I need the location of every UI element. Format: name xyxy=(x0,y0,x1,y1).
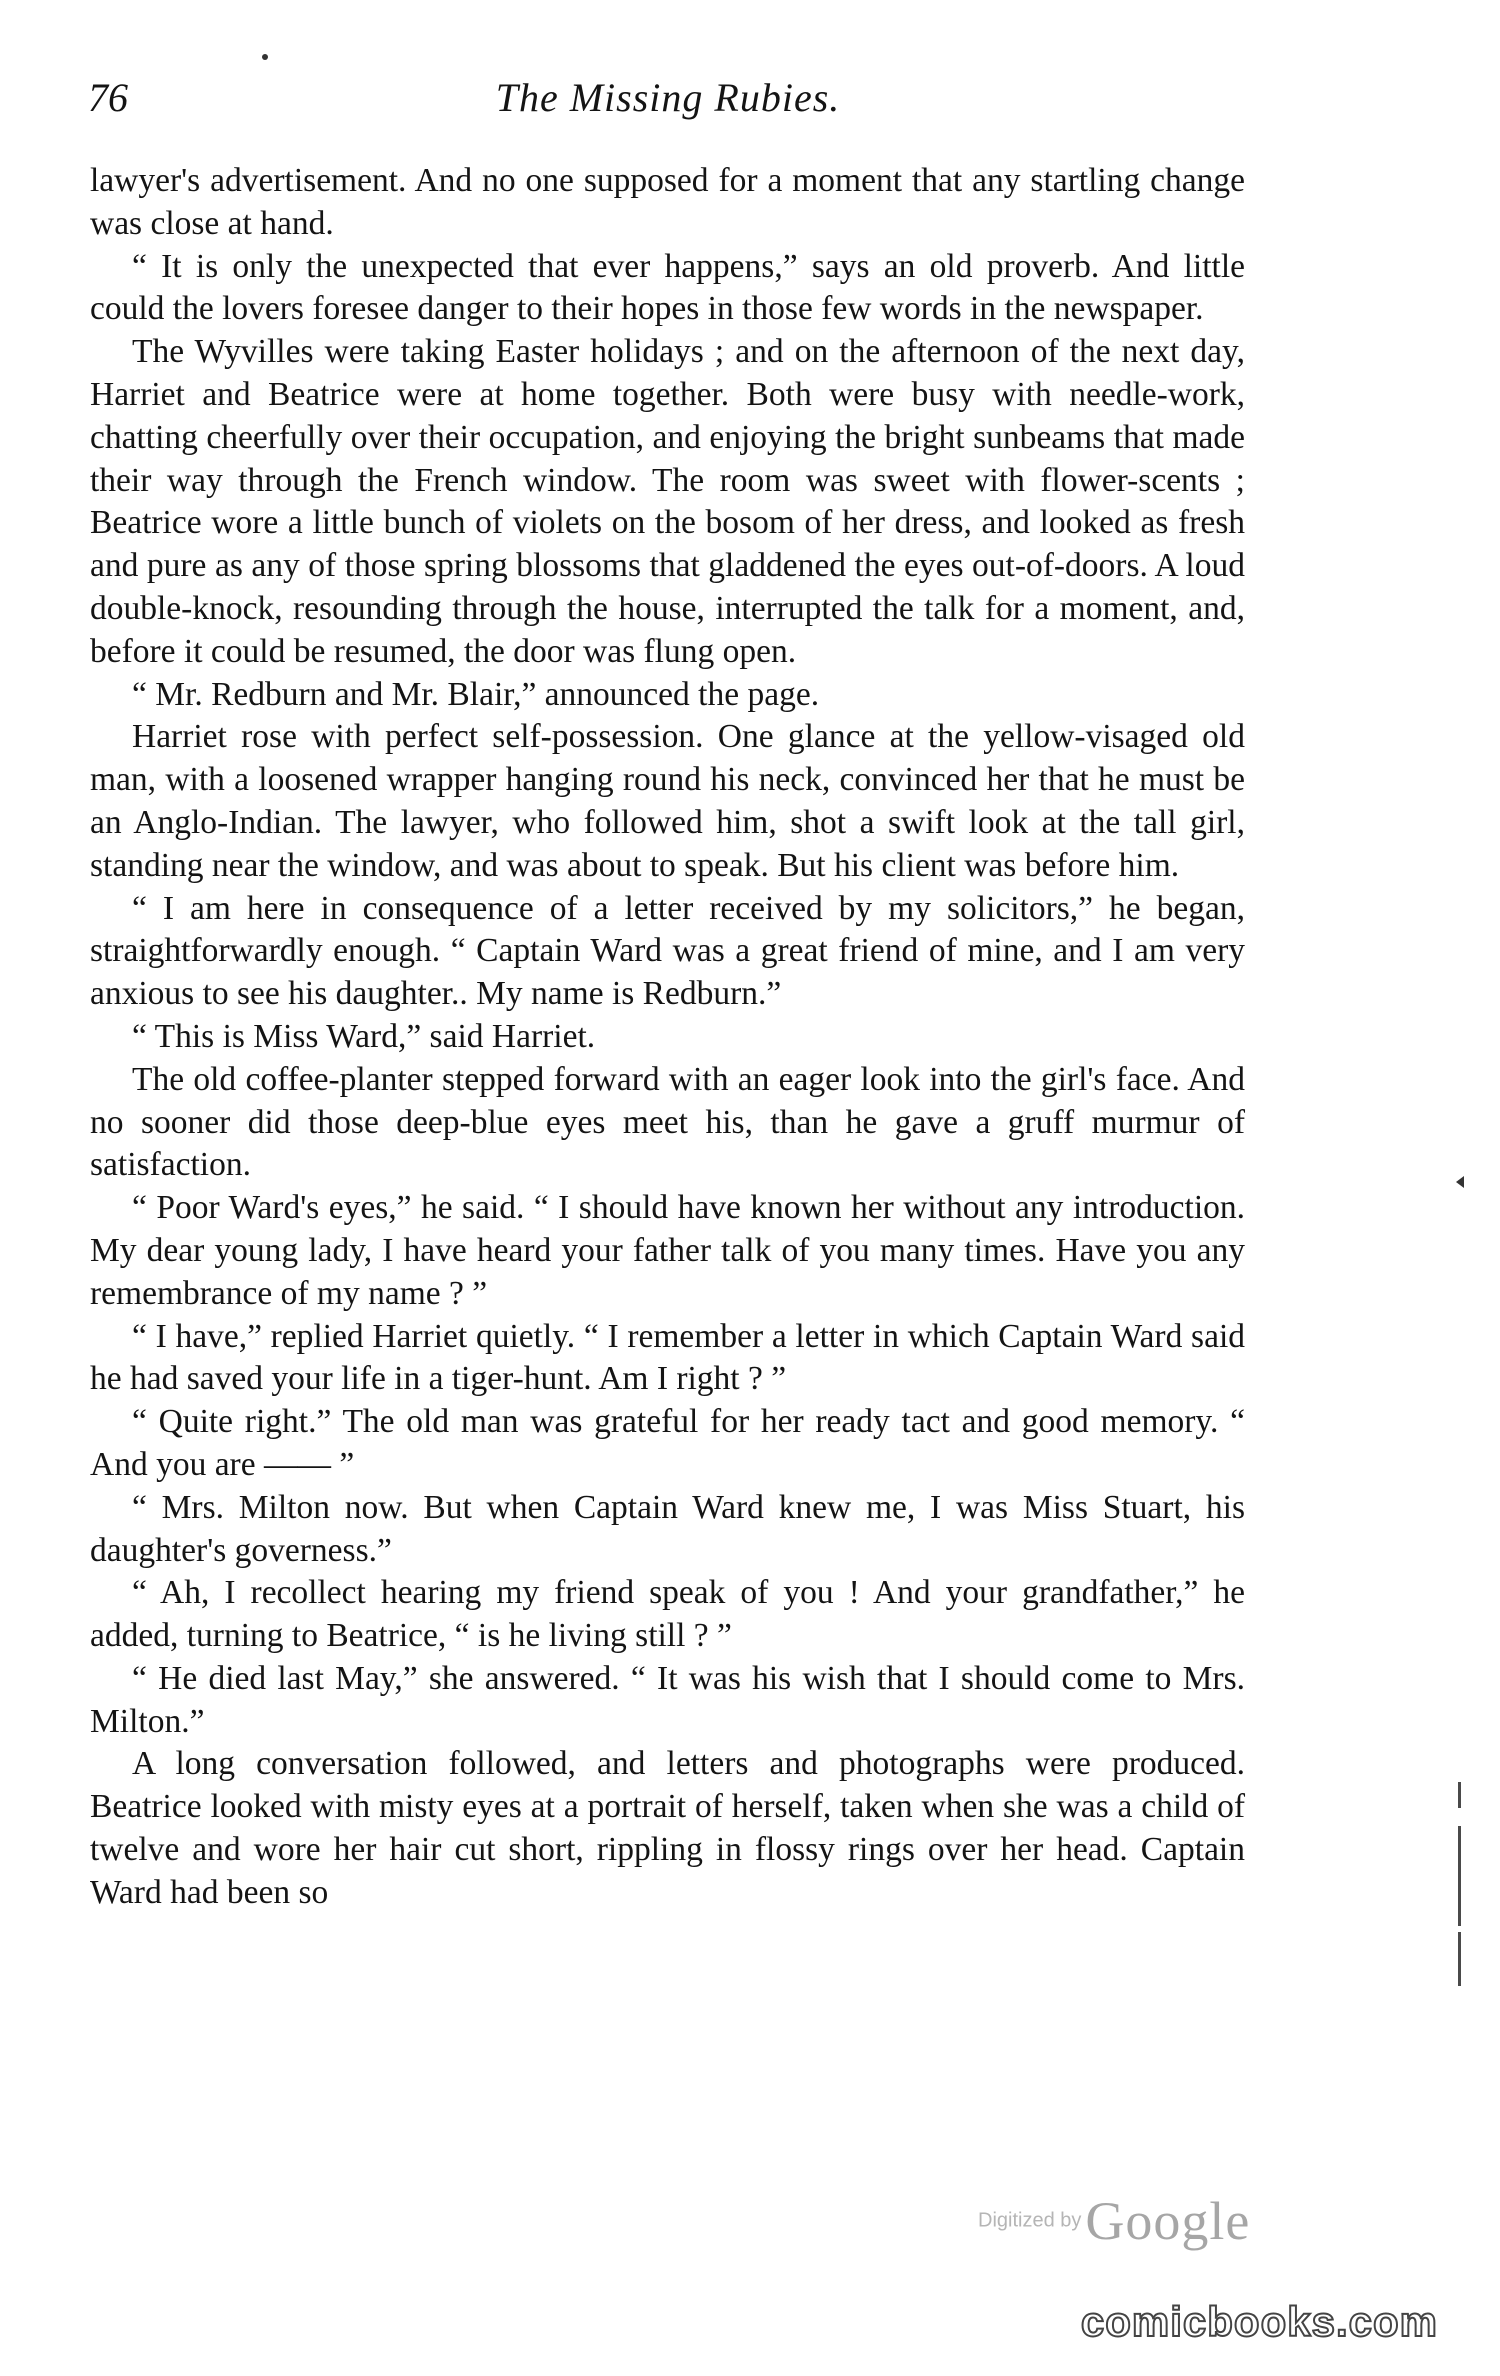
paragraph: The Wyvilles were taking Easter holidays ; and on the afternoon of the next day, Harriet and Beatrice were at home together. Both were busy with needle-work, chatting cheerfully over their occupation, and enjoying the bright sunbeams that made their way through the French window. The room was sweet with flower-scents ; Beatrice wore a little bunch of violets on the bosom of her dress, and looked as fresh and pure as any of those spring blossoms that gladdened the eyes out-of-doors. A loud double-knock, resounding through the house, interrupted the talk for a moment, and, before it could be resumed, the door was flung open. xyxy=(90,333,1245,670)
paragraph: “ I have,” replied Harriet quietly. “ I remember a letter in which Captain Ward said he had saved your life in a tiger-hunt. Am I right ? ” xyxy=(90,1317,1245,1398)
margin-line-mark xyxy=(1458,1826,1461,1926)
digitization-watermark xyxy=(978,2190,1250,2250)
digitized-by-label: Digitized by xyxy=(978,2209,1082,2232)
paragraph: “ Quite right.” The old man was grateful for her ready tact and good memory. “ And you are —— ” xyxy=(90,1403,1245,1483)
ink-speck xyxy=(262,54,268,60)
running-title: The Missing Rubies. xyxy=(495,75,841,120)
paragraph: “ He died last May,” she answered. “ It was his wish that I should come to Mrs. Milton.” xyxy=(90,1659,1245,1740)
paragraph: “ Mrs. Milton now. But when Captain Ward knew me, I was Miss Stuart, his daughter's governess.” xyxy=(90,1488,1245,1569)
paragraph: “ This is Miss Ward,” said Harriet. xyxy=(132,1017,596,1055)
paragraph: “ I am here in consequence of a letter received by my solicitors,” he began, straightforwardly enough. “ Captain Ward was a great friend of mine, and I am very anxious to see his daughter.. My name is Redburn.” xyxy=(90,889,1245,1013)
page-number: 76 xyxy=(88,75,128,120)
body-text xyxy=(90,160,1245,1915)
paragraph: “ Mr. Redburn and Mr. Blair,” announced the page. xyxy=(132,675,820,713)
paragraph: “ It is only the unexpected that ever happens,” says an old proverb. And little could the lovers foresee danger to their hopes in those few words in the newspaper. xyxy=(90,247,1245,328)
running-head xyxy=(88,74,1248,134)
paragraph: A long conversation followed, and letters and photographs were produced. Beatrice looked with misty eyes at a portrait of herself, taken when she was a child of twelve and wore her hair cut short, rippling in flossy rings over her head. Captain Ward had been so xyxy=(90,1745,1245,1911)
paragraph: The old coffee-planter stepped forward with an eager look into the girl's face. And no sooner did those deep-blue eyes meet his, than he gave a gruff murmur of satisfaction. xyxy=(90,1060,1245,1184)
paragraph: “ Poor Ward's eyes,” he said. “ I should have known her without any introduction. My dear young lady, I have heard your father talk of you many times. Have you any remembrance of my name ? ” xyxy=(90,1189,1245,1312)
site-watermark: comicbooks.com xyxy=(1080,2298,1438,2345)
margin-line-mark xyxy=(1458,1932,1461,1986)
paragraph: lawyer's advertisement. And no one supposed for a moment that any startling change was close at hand. xyxy=(90,162,1245,242)
paragraph: “ Ah, I recollect hearing my friend speak of you ! And your grandfather,” he added, turning to Beatrice, “ is he living still ? ” xyxy=(90,1574,1245,1655)
margin-line-mark xyxy=(1458,1782,1461,1808)
margin-arrow-mark xyxy=(1456,1176,1464,1188)
paragraph: Harriet rose with perfect self-possession. One glance at the yellow-visaged old man, with a loosened wrapper hanging round his neck, convinced her that he must be an Anglo-Indian. The lawyer, who followed him, shot a swift look at the tall girl, standing near the window, and was about to speak. But his client was before him. xyxy=(90,718,1245,884)
google-logo: Google xyxy=(1085,2191,1251,2251)
